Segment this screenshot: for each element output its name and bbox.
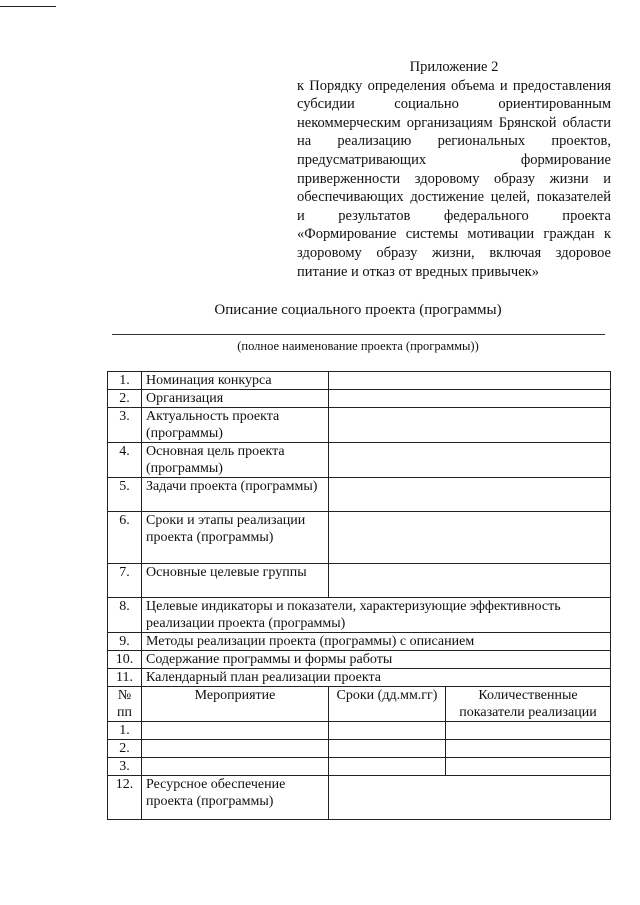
table-row — [108, 478, 611, 512]
plan-event-field[interactable] — [142, 758, 329, 776]
project-name-caption: (полное наименование проекта (программы)) — [237, 339, 479, 353]
row-label: Календарный план реализации проекта — [142, 669, 611, 687]
row-value-field[interactable] — [329, 478, 611, 512]
row-label: Содержание программы и формы работы — [142, 651, 611, 669]
plan-quantity-field[interactable] — [446, 740, 611, 758]
row-label: Актуальность проекта (программы) — [142, 408, 329, 443]
plan-col-dates: Сроки (дд.мм.гг) — [329, 687, 446, 722]
plan-event-field[interactable] — [142, 722, 329, 740]
table-row — [108, 408, 611, 443]
appendix-title: Приложение 2 — [409, 59, 499, 75]
table-row — [108, 372, 611, 390]
row-value-field[interactable] — [329, 408, 611, 443]
plan-row-number: 3. — [108, 758, 142, 776]
row-label: Основные целевые группы — [142, 564, 329, 598]
plan-dates-field[interactable] — [329, 740, 446, 758]
row-label: Целевые индикаторы и показатели, характеризующие эффективность реализации проекта (программы) — [142, 598, 611, 633]
table-row — [108, 598, 611, 633]
table-row — [108, 512, 611, 564]
row-number: 11. — [108, 669, 142, 687]
row-number: 1. — [108, 372, 142, 390]
row-label: Задачи проекта (программы) — [142, 478, 329, 512]
plan-dates-field[interactable] — [329, 722, 446, 740]
project-form-table — [107, 371, 611, 820]
row-number: 5. — [108, 478, 142, 512]
row-number: 6. — [108, 512, 142, 564]
plan-quantity-field[interactable] — [446, 722, 611, 740]
row-value-field[interactable] — [329, 564, 611, 598]
plan-col-event: Мероприятие — [142, 687, 329, 722]
row-number: 7. — [108, 564, 142, 598]
plan-quantity-field[interactable] — [446, 758, 611, 776]
row-number: 9. — [108, 633, 142, 651]
table-row — [108, 564, 611, 598]
row-number: 8. — [108, 598, 142, 633]
top-rule — [0, 6, 56, 7]
row-value-field[interactable] — [329, 443, 611, 478]
row-number: 4. — [108, 443, 142, 478]
row-label: Номинация конкурса — [142, 372, 329, 390]
row-number: 12. — [108, 776, 142, 820]
plan-row — [108, 740, 611, 758]
row-label: Основная цель проекта (программы) — [142, 443, 329, 478]
row-number: 10. — [108, 651, 142, 669]
table-row — [108, 669, 611, 687]
table-row — [108, 633, 611, 651]
table-row — [108, 390, 611, 408]
plan-event-field[interactable] — [142, 740, 329, 758]
row-value-field[interactable] — [329, 390, 611, 408]
plan-col-quantity: Количественные показатели реализации — [446, 687, 611, 722]
table-row — [108, 776, 611, 820]
appendix-text: к Порядку определения объема и предоставления субсидии социально ориентированным некоммерческим организациям Брянской области на реализацию региональных проектов, предусматривающих формирование приверженности здоровому образу жизни и обеспечивающих достижение целей, показателей и результатов федерального проекта «Формирование системы мотивации граждан к здоровому образу жизни, включая здоровое питание и отказ от вредных привычек» — [297, 77, 611, 280]
row-value-field[interactable] — [329, 776, 611, 820]
plan-col-number: № пп — [108, 687, 142, 722]
row-value-field[interactable] — [329, 512, 611, 564]
row-number: 2. — [108, 390, 142, 408]
row-label: Ресурсное обеспечение проекта (программы) — [142, 776, 329, 820]
table-row — [108, 651, 611, 669]
plan-row-number: 2. — [108, 740, 142, 758]
plan-row — [108, 758, 611, 776]
table-row — [108, 443, 611, 478]
form-heading: Описание социального проекта (программы) — [214, 302, 502, 318]
row-number: 3. — [108, 408, 142, 443]
project-name-line[interactable] — [112, 334, 605, 335]
plan-dates-field[interactable] — [329, 758, 446, 776]
plan-row-number: 1. — [108, 722, 142, 740]
plan-row — [108, 722, 611, 740]
row-label: Сроки и этапы реализации проекта (программы) — [142, 512, 329, 564]
row-label: Методы реализации проекта (программы) с описанием — [142, 633, 611, 651]
row-label: Организация — [142, 390, 329, 408]
plan-header-row — [108, 687, 611, 722]
appendix-block — [297, 58, 611, 281]
row-value-field[interactable] — [329, 372, 611, 390]
